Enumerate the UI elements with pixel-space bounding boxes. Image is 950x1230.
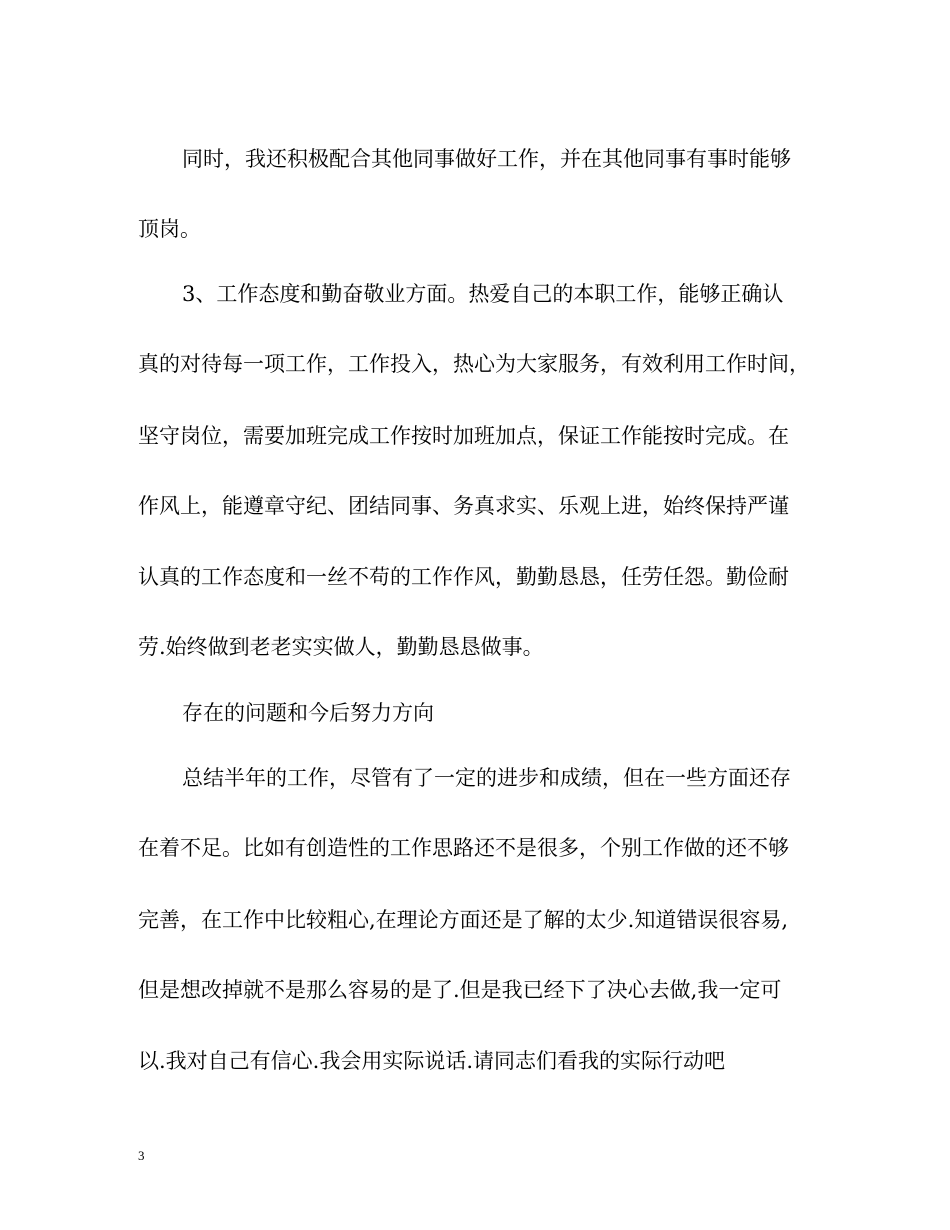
paragraph-line: 顶岗。 [138,217,201,241]
paragraph-line: 真的对待每一项工作，工作投入，热心为大家服务，有效利用工作时间， [138,352,810,376]
paragraph-line: 坚守岗位，需要加班完成工作按时加班加点，保证工作能按时完成。在 [138,424,789,448]
paragraph-line: 认真的工作态度和一丝不苟的工作作风，勤勤恳恳，任劳任怨。勤俭耐 [138,565,789,589]
paragraph-line: 同时，我还积极配合其他同事做好工作，并在其他同事有事时能够 [182,147,791,171]
paragraph-line: 以.我对自己有信心.我会用实际说话.请同志们看我的实际行动吧 [138,1049,726,1073]
paragraph-line: 作风上，能遵章守纪、团结同事、务真求实、乐观上进，始终保持严谨 [138,494,789,518]
page-number: 3 [138,1148,145,1163]
paragraph-line: 劳.始终做到老老实实做人，勤勤恳恳做事。 [138,635,544,659]
paragraph-line: 总结半年的工作，尽管有了一定的进步和成绩，但在一些方面还存 [182,766,791,790]
paragraph-line: 完善，在工作中比较粗心,在理论方面还是了解的太少.知道错误很容易, [138,908,789,932]
paragraph-line: 但是想改掉就不是那么容易的是了.但是我已经下了决心去做,我一定可 [138,978,782,1002]
paragraph-line: 3、工作态度和勤奋敬业方面。热爱自己的本职工作，能够正确认 [182,282,784,306]
paragraph-line: 在着不足。比如有创造性的工作思路还不是很多，个别工作做的还不够 [138,836,789,860]
section-heading: 存在的问题和今后努力方向 [182,701,434,725]
